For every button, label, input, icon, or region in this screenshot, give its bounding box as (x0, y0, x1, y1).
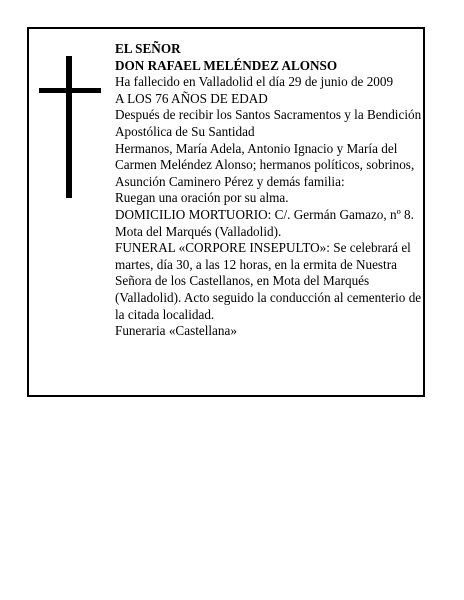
cross-horizontal-bar (39, 88, 101, 93)
death-statement: Ha fallecido en Valladolid el día 29 de junio de 2009 (115, 74, 394, 90)
cross-icon (39, 56, 103, 198)
funeral-details: FUNERAL «CORPORE INSEPULTO»: Se celebrará el martes, día 30, a las 12 horas, en la ermita de Nuestra Señora de los Castellanos, en Mota del Marqués (Valladolid). Acto seguido la conducción al cementerio de la citada localidad. (115, 240, 422, 322)
funeral-home: Funeraria «Castellana» (115, 323, 237, 339)
prayer-request: Ruegan una oración por su alma. (115, 190, 289, 206)
mortuary-address: DOMICILIO MORTUORIO: C/. Germán Gamazo, nº 8. Mota del Marqués (Valladolid). (115, 206, 414, 239)
family-statement: Hermanos, María Adela, Antonio Ignacio y María del Carmen Meléndez Alonso; hermanos políticos, sobrinos, Asunción Caminero Pérez y demás familia: (115, 140, 415, 189)
cross-vertical-bar (66, 56, 72, 198)
deceased-name: DON RAFAEL MELÉNDEZ ALONSO (115, 57, 338, 73)
obituary-notice (27, 27, 425, 397)
sacraments-statement: Después de recibir los Santos Sacramentos y la Bendición Apostólica de Su Santidad (115, 107, 422, 139)
notice-title: EL SEÑOR (115, 41, 181, 56)
age-statement: A LOS 76 AÑOS DE EDAD (115, 90, 268, 106)
notice-body (115, 41, 425, 340)
